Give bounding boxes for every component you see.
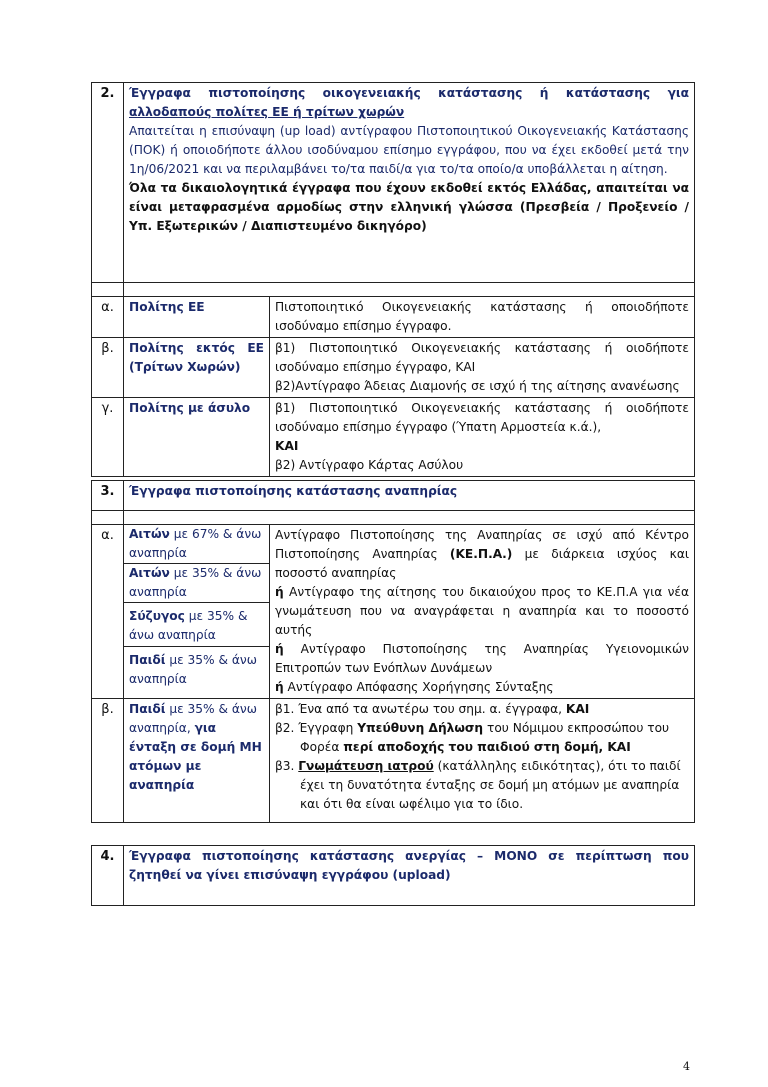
section-3-row-a: α. Αιτών με 67% & άνω αναπηρία Αιτών με 35% & άνω αναπηρία Σύζυγος με 35% & άνω αναπηρία Παιδί με 35% & άνω αναπηρία Αντίγραφο Πιστοποίησης της Αναπηρίας σε ισχύ από Κέντρο Πιστοποίησης Αναπηρίας (ΚΕ.Π.Α.) με διάρκεια ισχύος και ποσοστό αναπηρίας ή Αντίγραφο της αίτησης του δικαιούχου προς το ΚΕ.Π.Α για νέα γνωμάτευση που να αναγράφεται η αναπηρία και το ποσοστό αυτής ή Αντίγραφο Πιστοποίησης της Αναπηρίας Υγειονομικών Επιτροπών των Ενόπλων Δυνάμεων ή Αντίγραφο Απόφασης Χορήγησης Σύνταξης — [92, 525, 695, 699]
row-label: Πολίτης εκτός ΕΕ (Τρίτων Χωρών) — [124, 338, 270, 398]
row-label: Πολίτης ΕΕ — [124, 297, 270, 338]
row-text: β1. Ένα από τα ανωτέρω του σημ. α. έγγραφα, ΚΑΙ β2. Έγγραφη Υπεύθυνη Δήλωση του Νόμιμου εκπροσώπου του Φορέα περί αποδοχής του παιδιού στη δομή, ΚΑΙ β3. Γνωμάτευση ιατρού (κατάλληλης ειδικότητας), ότι το παιδί έχει τη δυνατότητα ένταξης σε δομή μη ατόμων με αναπηρία και ότι θα είναι ωφέλιμο για το ίδιο. — [270, 699, 695, 823]
section-4-number: 4. — [92, 846, 124, 906]
section-2-table — [91, 82, 695, 477]
section-2-row-c: γ. Πολίτης με άσυλο β1) Πιστοποιητικό Οικογενειακής κατάστασης ή οιοδήποτε ισοδύναμο επίσημο έγγραφο (Ύπατη Αρμοστεία κ.ά.), ΚΑΙ β2) Αντίγραφο Κάρτας Ασύλου — [92, 398, 695, 477]
section-2-title: Έγγραφα πιστοποίησης οικογενειακής κατάστασης ή κατάστασης για αλλοδαπούς πολίτες ΕΕ ή τρίτων χωρών — [129, 86, 689, 119]
section-2-row-b: β. Πολίτης εκτός ΕΕ (Τρίτων Χωρών) β1) Πιστοποιητικό Οικογενειακής κατάστασης ή οιοδήποτε ισοδύναμο επίσημο έγγραφο, ΚΑΙ β2)Αντίγραφο Άδειας Διαμονής σε ισχύ ή της αίτησης ανανέωσης — [92, 338, 695, 398]
page-number: 4 — [683, 1060, 690, 1073]
row-text: Πιστοποιητικό Οικογενειακής κατάστασης ή οποιοδήποτε ισοδύναμο επίσημο έγγραφο. — [270, 297, 695, 338]
section-4-title: Έγγραφα πιστοποίησης κατάστασης ανεργίας – ΜΟΝΟ σε περίπτωση που ζητηθεί να γίνει επισύναψη εγγράφου (upload) — [124, 846, 695, 906]
section-3-number: 3. — [92, 481, 124, 511]
section-3-title: Έγγραφα πιστοποίησης κατάστασης αναπηρίας — [124, 481, 695, 511]
row-text: Αντίγραφο Πιστοποίησης της Αναπηρίας σε ισχύ από Κέντρο Πιστοποίησης Αναπηρίας (ΚΕ.Π.Α.) με διάρκεια ισχύος και ποσοστό αναπηρίας ή Αντίγραφο της αίτησης του δικαιούχου προς το ΚΕ.Π.Α για νέα γνωμάτευση που να αναγράφεται η αναπηρία και το ποσοστό αυτής ή Αντίγραφο Πιστοποίησης της Αναπηρίας Υγειονομικών Επιτροπών των Ενόπλων Δυνάμεων ή Αντίγραφο Απόφασης Χορήγησης Σύνταξης — [270, 525, 695, 699]
section-2-body — [124, 83, 695, 283]
section-4-table — [91, 845, 695, 906]
row-label: Παιδί με 35% & άνω αναπηρία, για ένταξη σε δομή ΜΗ ατόμων με αναπηρία — [124, 699, 270, 823]
row-label-group: Αιτών με 67% & άνω αναπηρία Αιτών με 35% & άνω αναπηρία Σύζυγος με 35% & άνω αναπηρία Παιδί με 35% & άνω αναπηρία — [124, 525, 270, 699]
section-2-row-a: α. Πολίτης ΕΕ Πιστοποιητικό Οικογενειακής κατάστασης ή οποιοδήποτε ισοδύναμο επίσημο έγγραφο. — [92, 297, 695, 338]
row-text: β1) Πιστοποιητικό Οικογενειακής κατάστασης ή οιοδήποτε ισοδύναμο επίσημο έγγραφο (Ύπατη Αρμοστεία κ.ά.), ΚΑΙ β2) Αντίγραφο Κάρτας Ασύλου — [270, 398, 695, 477]
row-label: Πολίτης με άσυλο — [124, 398, 270, 477]
section-2-number: 2. — [92, 83, 124, 283]
row-text: β1) Πιστοποιητικό Οικογενειακής κατάστασης ή οιοδήποτε ισοδύναμο επίσημο έγγραφο, ΚΑΙ β2)Αντίγραφο Άδειας Διαμονής σε ισχύ ή της αίτησης ανανέωσης — [270, 338, 695, 398]
section-2-para2: Όλα τα δικαιολογητικά έγγραφα που έχουν εκδοθεί εκτός Ελλάδας, απαιτείται να είναι μεταφρασμένα αρμοδίως στην ελληνική γλώσσα (Πρεσβεία / Προξενείο / Υπ. Εξωτερικών / Διαπιστευμένο δικηγόρο) — [129, 181, 689, 233]
section-2-para1: Απαιτείται η επισύναψη (up load) αντίγραφου Πιστοποιητικού Οικογενειακής Κατάστασης (ΠΟΚ) ή οποιοδήποτε άλλου ισοδύναμου επίσημο εγγράφου, που να έχει εκδοθεί μετά την 1η/06/2021 και να περιλαμβάνει το/τα παιδί/α για το/τα οποίο/α υποβάλλεται η αίτηση. — [129, 124, 689, 176]
section-3-table — [91, 480, 695, 823]
section-3-row-b: β. Παιδί με 35% & άνω αναπηρία, για ένταξη σε δομή ΜΗ ατόμων με αναπηρία β1. Ένα από τα ανωτέρω του σημ. α. έγγραφα, ΚΑΙ β2. Έγγραφη Υπεύθυνη Δήλωση του Νόμιμου εκπροσώπου του Φορέα περί αποδοχής του παιδιού στη δομή, ΚΑΙ β3. Γνωμάτευση ιατρού (κατάλληλης ειδικότητας), ότι το παιδί έχει τη δυνατότητα ένταξης σε δομή μη ατόμων με αναπηρία και ότι θα είναι ωφέλιμο για το ίδιο. — [92, 699, 695, 823]
